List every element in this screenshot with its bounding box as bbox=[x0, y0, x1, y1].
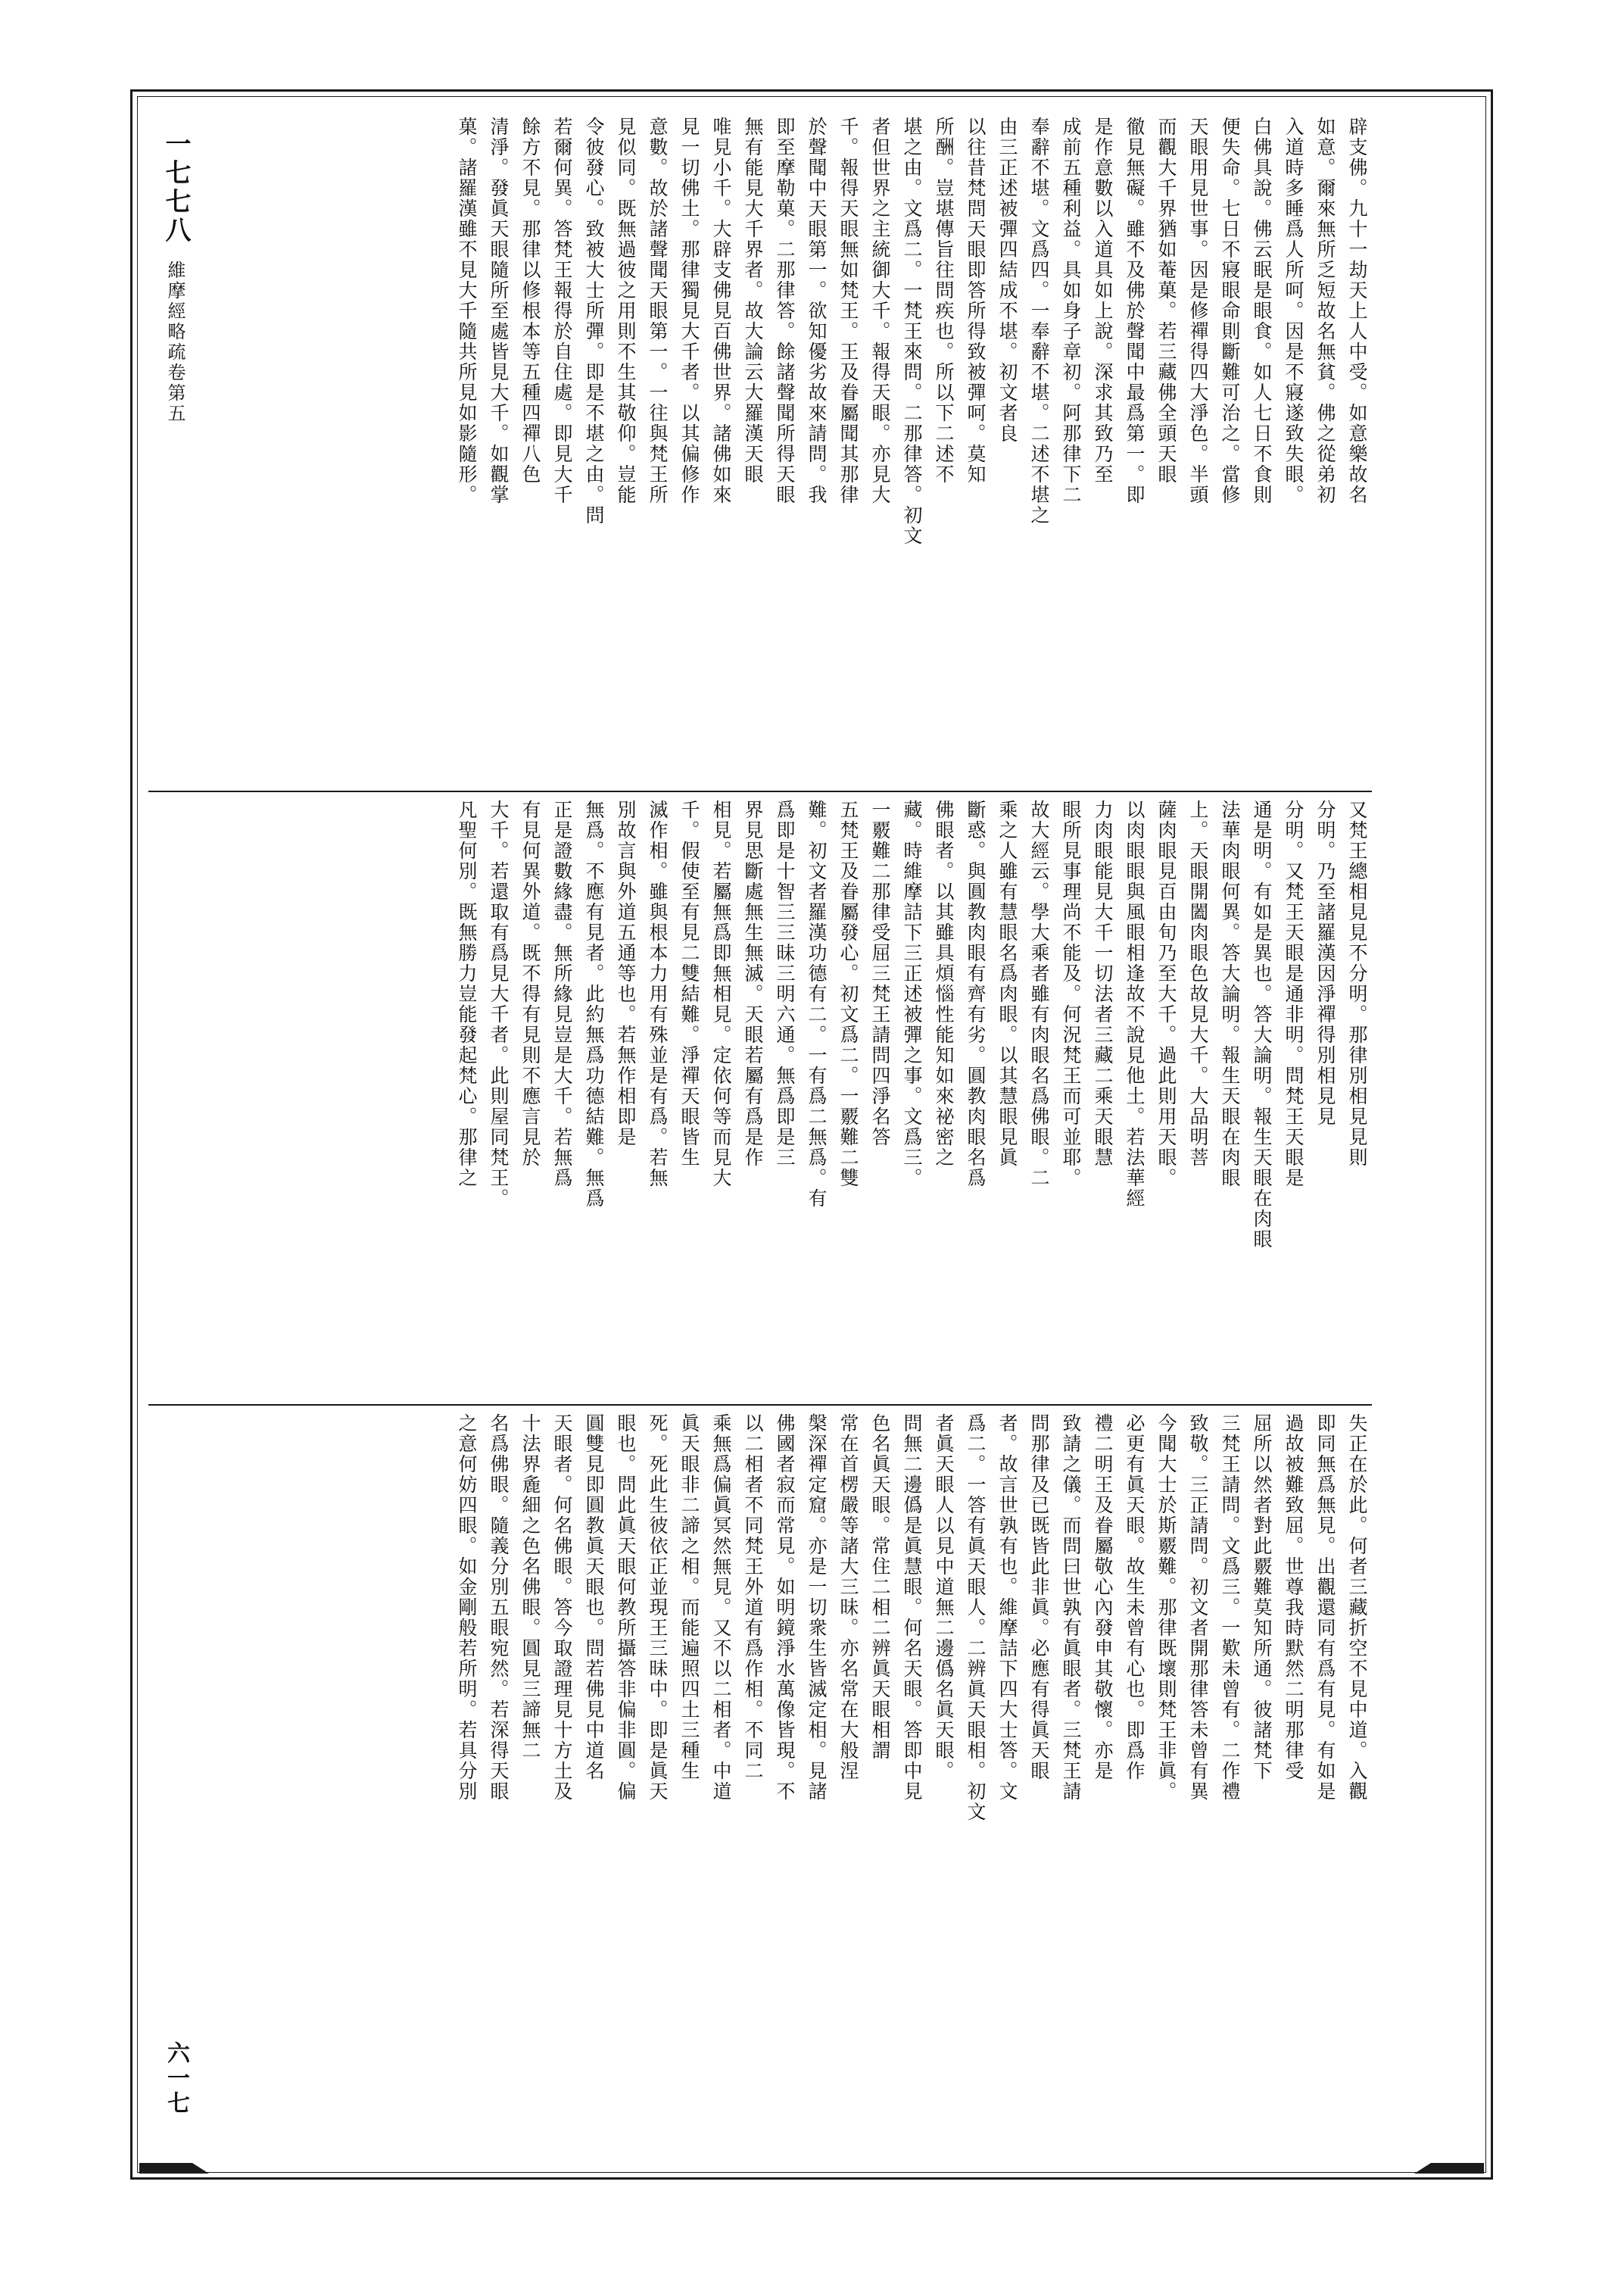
text-column: 五梵王及眷屬發心。初文爲二。一覈難二雙 bbox=[837, 800, 859, 1188]
text-column: 失正在於此。何者三藏折空不見中道。入觀 bbox=[1346, 1413, 1368, 1802]
text-column: 以往昔梵問天眼即答所得致被彈呵。莫知 bbox=[965, 117, 987, 485]
book-title: 維摩經略疏卷第五 bbox=[164, 261, 185, 424]
text-column: 必更有眞天眼。故生未曾有心也。即爲作 bbox=[1124, 1413, 1146, 1781]
text-column: 分明。乃至諸羅漢因淨禪得別相見見 bbox=[1314, 800, 1336, 1127]
fishtail-mark-right bbox=[1414, 2163, 1484, 2174]
text-column: 唯見小千。大辟支佛見百佛世界。諸佛如來 bbox=[710, 117, 732, 505]
page-number: 一七七八 bbox=[161, 130, 191, 245]
text-column: 正是證數緣盡。無所緣見豈是大千。若無爲 bbox=[551, 800, 573, 1188]
text-column: 即至摩勒菓。二那律答。餘諸聲聞所得天眼 bbox=[774, 117, 796, 505]
text-column: 徹見無礙。雖不及佛於聲聞中最爲第一。即 bbox=[1124, 117, 1146, 505]
text-column: 圓雙見即圓教眞天眼也。問若佛見中道名 bbox=[583, 1413, 605, 1781]
text-column: 以二相者不同梵王外道有爲作相。不同二 bbox=[742, 1413, 764, 1781]
text-column: 薩肉眼見百由旬乃至大千。過此則用天眼。 bbox=[1155, 800, 1177, 1188]
text-column: 便失命。七日不寢眼命則斷難可治之。當修 bbox=[1219, 117, 1241, 505]
text-column: 難。初文者羅漢功德有二。一有爲二無爲。有 bbox=[806, 800, 828, 1209]
text-column: 天眼者。何名佛眼。答今取證理見十方土及 bbox=[551, 1413, 573, 1802]
text-column: 過故被難致屈。世尊我時默然二明那律受 bbox=[1283, 1413, 1304, 1781]
text-column: 無有能見大千界者。故大論云大羅漢天眼 bbox=[742, 117, 764, 485]
text-column: 分明。又梵王天眼是通非明。問梵王天眼是 bbox=[1283, 800, 1304, 1188]
text-column: 屈所以然者對此覈難莫知所通。彼諸梵下 bbox=[1251, 1413, 1273, 1781]
text-column: 十法界麁細之色名佛眼。圓見三諦無二 bbox=[519, 1413, 541, 1761]
text-column: 有見何異外道。既不得有見則不應言見於 bbox=[519, 800, 541, 1168]
text-column: 上。天眼開闔肉眼色故見大千。大品明菩 bbox=[1187, 800, 1209, 1168]
text-column: 滅作相。雖與根本力用有殊並是有爲。若無 bbox=[647, 800, 669, 1188]
text-column: 白佛具說。佛云眠是眼食。如人七日不食則 bbox=[1251, 117, 1273, 505]
page-frame bbox=[130, 89, 1493, 2180]
column-group-middle bbox=[148, 800, 1372, 1390]
text-column: 無爲。不應有見者。此約無爲功德結難。無爲 bbox=[583, 800, 605, 1209]
text-column: 三梵王請問。文爲三。一歎未曾有。二作禮 bbox=[1219, 1413, 1241, 1802]
text-column: 若爾何異。答梵王報得於自住處。即見大千 bbox=[551, 117, 573, 505]
text-column: 眼也。問此眞天眼何教所攝答非偏非圓。偏 bbox=[615, 1413, 637, 1802]
text-column: 是作意數以入道具如上說。深求其致乃至 bbox=[1092, 117, 1114, 485]
text-column: 通是明。有如是異也。答大論明。報生天眼在肉眼 bbox=[1251, 800, 1273, 1250]
text-column: 藏。時維摩詰下三正述被彈之事。文爲三。 bbox=[901, 800, 923, 1188]
text-column: 者但世界之主統御大千。報得天眼。亦見大 bbox=[869, 117, 891, 505]
text-column: 以肉眼眼與風眼相逢故不說見他土。若法華經 bbox=[1124, 800, 1146, 1209]
text-register-top bbox=[148, 109, 1372, 783]
text-column: 成前五種利益。具如身子章初。阿那律下二 bbox=[1060, 117, 1082, 505]
text-column: 而觀大千界猶如菴菓。若三藏佛全頭天眼 bbox=[1155, 117, 1177, 485]
text-column: 千。假使至有見二雙結難。淨禪天眼皆生 bbox=[678, 800, 700, 1168]
text-column: 又梵王總相見見不分明。那律別相見見則 bbox=[1346, 800, 1368, 1168]
text-column: 爲二。一答有眞天眼人。二辨眞天眼相。初文 bbox=[965, 1413, 987, 1822]
text-column: 致敬。三正請問。初文者開那律答未曾有異 bbox=[1187, 1413, 1209, 1802]
text-column: 爲即是十智三三昧三明六通。無爲即是三 bbox=[774, 800, 796, 1168]
text-column: 一覈難二那律受屈三梵王請問四淨名答 bbox=[869, 800, 891, 1147]
text-column: 眼所見事理尚不能及。何況梵王而可並耶。 bbox=[1060, 800, 1082, 1188]
text-column: 乘無爲偏眞冥然無見。又不以二相者。中道 bbox=[710, 1413, 732, 1802]
text-column: 令彼發心。致被大士所彈。即是不堪之由。問 bbox=[583, 117, 605, 526]
text-column: 法華肉眼何異。答大論明。報生天眼在肉眼 bbox=[1219, 800, 1241, 1188]
text-column: 於聲聞中天眼第一。欲知優劣故來請問。我 bbox=[806, 117, 828, 505]
text-column: 天眼用見世事。因是修禪得四大淨色。半頭 bbox=[1187, 117, 1209, 505]
text-column: 致請之儀。而問曰世孰有眞眼者。三梵王請 bbox=[1060, 1413, 1082, 1802]
text-column: 者眞天眼人以見中道無二邊僞名眞天眼。 bbox=[933, 1413, 955, 1781]
text-column: 今聞大士於斯覈難。那律既壞則梵王非眞。 bbox=[1155, 1413, 1177, 1802]
text-column: 界見思斷處無生無滅。天眼若屬有爲是作 bbox=[742, 800, 764, 1168]
text-column: 力肉眼能見大千一切法者三藏二乘天眼慧 bbox=[1092, 800, 1114, 1168]
text-column: 佛國者寂而常見。如明鏡淨水萬像皆現。不 bbox=[774, 1413, 796, 1802]
text-column: 餘方不見。那律以修根本等五種四禪八色 bbox=[519, 117, 541, 485]
text-register-middle bbox=[148, 791, 1372, 1397]
text-column: 見似同。既無過彼之用則不生其敬仰。豈能 bbox=[615, 117, 637, 505]
text-column: 相見。若屬無爲即無相見。定依何等而見大 bbox=[710, 800, 732, 1188]
column-group-bottom bbox=[148, 1413, 1372, 2163]
text-column: 即同無爲無見。出觀還同有爲有見。有如是 bbox=[1314, 1413, 1336, 1802]
text-column: 眞天眼非二諦之相。而能遍照四土三種生 bbox=[678, 1413, 700, 1781]
column-group-top bbox=[148, 117, 1372, 777]
text-column: 清淨。發眞天眼隨所至處皆見大千。如觀掌 bbox=[488, 117, 510, 505]
text-column: 堪之由。文爲二。一梵王來問。二那律答。初文 bbox=[901, 117, 923, 546]
text-column: 見一切佛土。那律獨見大千者。以其偏修作 bbox=[678, 117, 700, 505]
text-column: 由三正述被彈四結成不堪。初文者良 bbox=[996, 117, 1018, 444]
text-column: 辟支佛。九十一劫天上人中受。如意樂故名 bbox=[1346, 117, 1368, 505]
text-column: 奉辭不堪。文爲四。一奉辭不堪。二述不堪之 bbox=[1028, 117, 1050, 526]
folio-number: 六一七 bbox=[163, 2041, 189, 2116]
text-column: 佛眼者。以其雖具煩惱性能知如來祕密之 bbox=[933, 800, 955, 1168]
text-column: 死。死此生彼依正並現王三昧中。即是眞天 bbox=[647, 1413, 669, 1802]
text-column: 乘之人雖有慧眼名爲肉眼。以其慧眼見眞 bbox=[996, 800, 1018, 1168]
text-column: 者。故言世孰有也。維摩詰下四大士答。文 bbox=[996, 1413, 1018, 1802]
text-column: 凡聖何別。既無勝力豈能發起梵心。那律之 bbox=[456, 800, 478, 1188]
text-column: 意數。故於諸聲聞天眼第一。一往與梵王所 bbox=[647, 117, 669, 505]
text-column: 問那律及已既皆此非眞。必應有得眞天眼 bbox=[1028, 1413, 1050, 1781]
text-column: 問無二邊僞是眞慧眼。何名天眼。答即中見 bbox=[901, 1413, 923, 1802]
page-frame-inner bbox=[137, 96, 1486, 2173]
text-column: 千。報得天眼無如梵王。王及眷屬聞其那律 bbox=[837, 117, 859, 505]
text-column: 色名眞天眼。常住二相二辨眞天眼相謂 bbox=[869, 1413, 891, 1761]
text-register-bottom bbox=[148, 1404, 1372, 2169]
text-column: 別故言與外道五通等也。若無作相即是 bbox=[615, 800, 637, 1147]
text-column: 菓。諸羅漢雖不見大千隨共所見如影隨形。 bbox=[456, 117, 478, 505]
text-column: 入道時多睡爲人所呵。因是不寢遂致失眼。 bbox=[1283, 117, 1304, 505]
text-column: 常在首楞嚴等諸大三昧。亦名常在大般涅 bbox=[837, 1413, 859, 1781]
text-column: 所酬。豈堪傳旨往問疾也。所以下二述不 bbox=[933, 117, 955, 485]
text-column: 大千。若還取有爲見大千者。此則屋同梵王。 bbox=[488, 800, 510, 1209]
text-column: 禮二明王及眷屬敬心內發申其敬懷。亦是 bbox=[1092, 1413, 1114, 1781]
text-column: 槃深禪定窟。亦是一切衆生皆滅定相。見諸 bbox=[806, 1413, 828, 1802]
text-column: 名爲佛眼。隨義分別五眼宛然。若深得天眼 bbox=[488, 1413, 510, 1802]
text-column: 之意何妨四眼。如金剛般若所明。若具分別 bbox=[456, 1413, 478, 1802]
text-column: 斷惑。與圓教肉眼有齊有劣。圓教肉眼名爲 bbox=[965, 800, 987, 1188]
text-column: 故大經云。學大乘者雖有肉眼名爲佛眼。二 bbox=[1028, 800, 1050, 1188]
text-column: 如意。爾來無所乏短故名無貧。佛之從弟初 bbox=[1314, 117, 1336, 505]
